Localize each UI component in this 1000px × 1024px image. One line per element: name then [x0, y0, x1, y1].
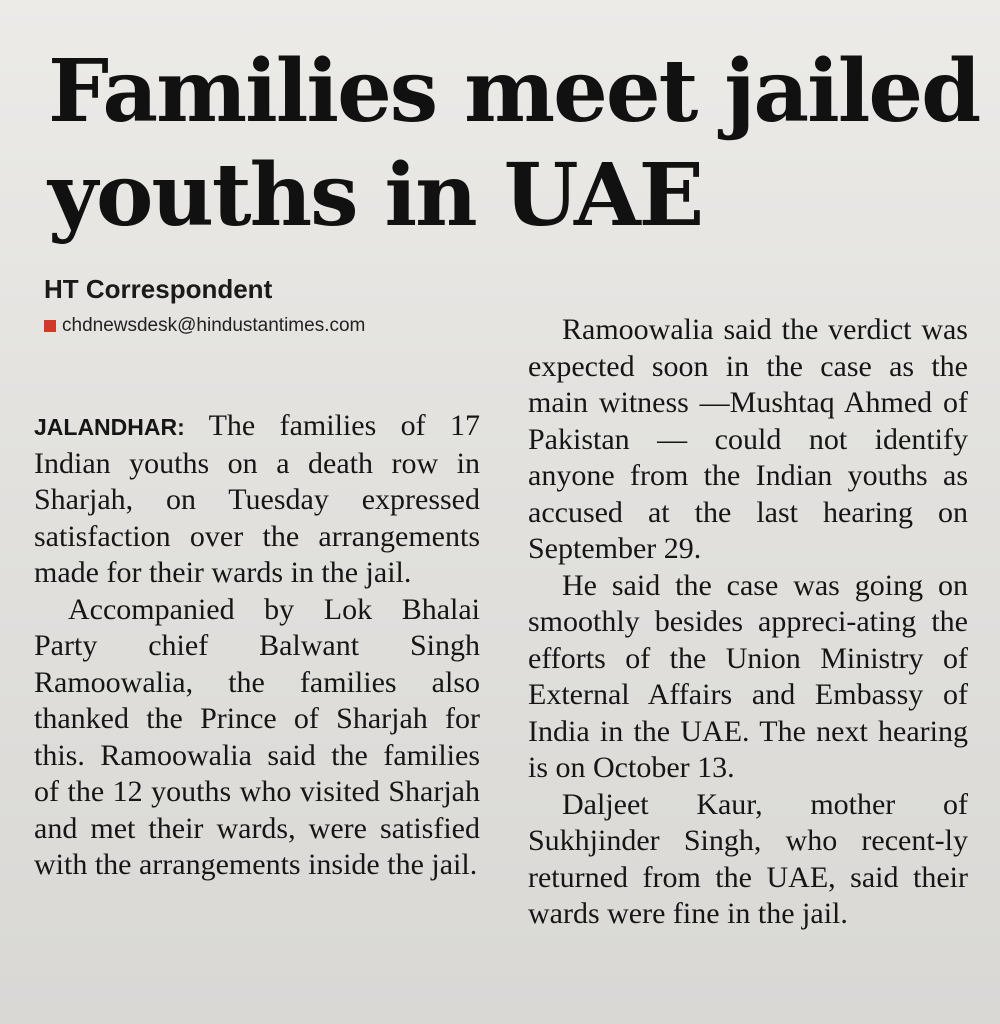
red-square-icon [44, 320, 56, 332]
byline: HT Correspondent [44, 274, 273, 304]
right-column [528, 312, 968, 933]
paragraph-1-text: The families of 17 Indian youths on a death row in Sharjah, on Tuesday expressed satisfaction over the arrangements made for their wards in the jail. [34, 409, 480, 589]
paragraph-1 [34, 408, 480, 592]
email-text: chdnewsdesk@hindustantimes.com [62, 315, 366, 336]
paragraph-5: Daljeet Kaur, mother of Sukhjinder Singh, who recent-ly returned from the UAE, said their wards were fine in the jail. [528, 787, 968, 930]
paragraph-2: Accompanied by Lok Bhalai Party chief Balwant Singh Ramoowalia, the families also thanked the Prince of Sharjah for this. Ramoowalia said the families of the 12 youths who visited Sharjah and met their wards, were satisfied with the arrangements inside the jail. [34, 592, 480, 881]
paragraph-4: He said the case was going on smoothly besides appreci-ating the efforts of the Union Ministry of External Affairs and Embassy of India in the UAE. The next hearing is on October 13. [528, 568, 968, 784]
paragraph-3: Ramoowalia said the verdict was expected soon in the case as the main witness —Mushtaq Ahmed of Pakistan — could not identify anyone from the Indian youths as accused at the last hearing on September 29. [528, 313, 968, 565]
headline: Families meet jailed youths in UAE [48, 41, 980, 246]
dateline: JALANDHAR: [34, 414, 185, 440]
left-column [34, 408, 480, 884]
